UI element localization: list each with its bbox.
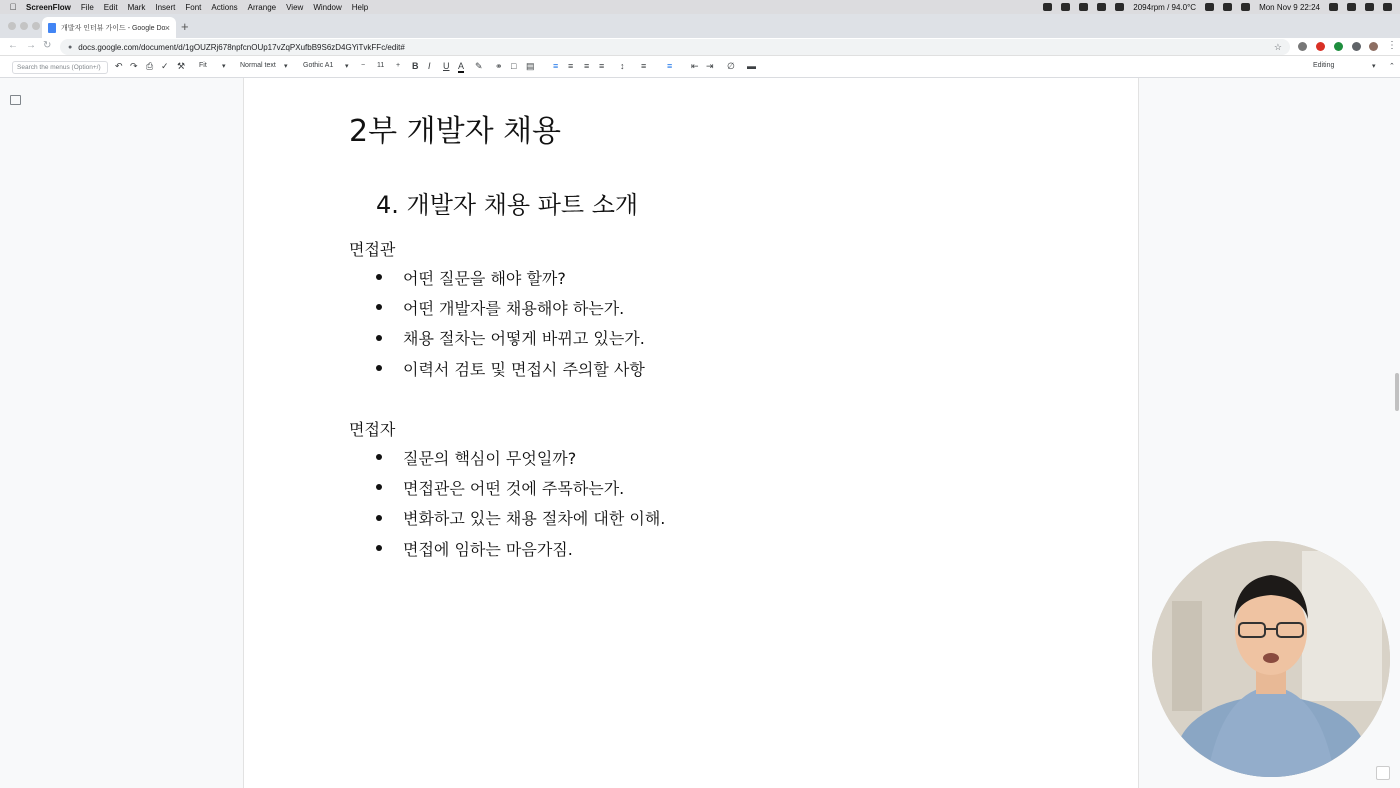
list-item-text: 면접관은 어떤 것에 주목하는가. [403,478,625,498]
tab-title: 개발자 인터뷰 가이드 - Google Do [61,24,166,32]
bulleted-list-icon[interactable]: ≡ [667,61,673,71]
undo-icon[interactable]: ↶ [115,61,123,71]
explore-button[interactable] [1376,766,1390,780]
bullet-list-interviewer [376,262,645,383]
wifi-icon[interactable] [1223,3,1232,11]
list-item[interactable] [376,533,665,563]
text-color-button[interactable]: A [458,61,465,71]
increase-indent-icon[interactable]: ⇥ [706,61,714,71]
macos-menubar [0,0,1400,14]
tab-close-icon[interactable]: × [164,22,170,33]
url-text: docs.google.com/document/d/1gOUZRj678npfcnOUp17vZqPXufbB9S6zD4GYiTvkFFc/edit# [78,42,405,52]
list-item[interactable] [376,262,645,292]
spotlight-icon[interactable] [1347,3,1356,11]
cloud-icon[interactable] [1079,3,1088,11]
collapse-menus-icon[interactable]: ⌃ [1389,63,1395,70]
list-item[interactable] [376,353,645,383]
chevron-down-icon[interactable]: ▾ [222,63,226,70]
menu-help[interactable]: Help [351,2,369,12]
menu-search-input[interactable]: Search the menus (Option+/) [12,61,108,74]
battery-icon[interactable] [1205,3,1214,11]
italic-button[interactable]: I [428,61,431,71]
bullet-icon [376,484,382,490]
browser-tab[interactable] [42,17,176,38]
browser-menu-icon[interactable]: ⋮ [1387,40,1397,51]
font-size-decrease-button[interactable]: − [361,62,366,69]
menu-mark[interactable]: Mark [127,2,146,12]
notification-list-icon[interactable] [1383,3,1392,11]
extension-status-icon[interactable] [1334,42,1343,51]
profile-avatar[interactable] [1369,42,1378,51]
input-tools-icon[interactable]: ▬ [747,61,756,71]
zoom-select[interactable]: Fit [199,62,207,69]
forward-arrow-icon[interactable]: → [26,40,36,51]
back-arrow-icon[interactable]: ← [8,40,18,51]
list-item[interactable] [376,442,665,472]
underline-button[interactable]: U [443,61,450,71]
window-zoom-icon[interactable] [32,22,40,30]
browser-tab-strip [0,14,1400,38]
menu-actions[interactable]: Actions [211,2,238,12]
menu-insert[interactable]: Insert [155,2,176,12]
print-icon[interactable]: ⎙ [146,61,154,71]
extension-icon[interactable] [1298,42,1307,51]
bullet-icon [376,545,382,551]
list-item[interactable] [376,292,645,322]
menu-font[interactable]: Font [185,2,202,12]
window-minimize-icon[interactable] [20,22,28,30]
menu-file[interactable]: File [80,2,94,12]
siri-icon[interactable] [1365,3,1374,11]
list-item-text: 질문의 핵심이 무엇일까? [403,448,577,468]
font-select[interactable]: Gothic A1 [303,62,334,69]
screen-record-icon[interactable] [1043,3,1052,11]
list-item[interactable] [376,472,665,502]
volume-icon[interactable] [1241,3,1250,11]
image-icon[interactable]: ▤ [526,61,535,71]
line-spacing-icon[interactable]: ↕ [620,61,625,71]
menu-app-name[interactable]: ScreenFlow [26,2,71,12]
new-tab-button[interactable]: + [181,19,189,34]
highlight-pen-icon[interactable]: ✎ [475,61,483,71]
list-item-text: 이력서 검토 및 면접시 주의할 사항 [403,359,645,379]
comment-icon[interactable]: □ [511,61,517,71]
fan-icon[interactable] [1115,3,1124,11]
chevron-down-icon[interactable]: ▾ [284,63,288,70]
bullet-icon [376,274,382,280]
extension-record-icon[interactable] [1316,42,1325,51]
list-item-text: 채용 절차는 어떻게 바뀌고 있는가. [403,329,645,349]
decrease-indent-icon[interactable]: ⇤ [691,61,699,71]
font-size-increase-button[interactable]: + [396,62,401,69]
chevron-down-icon[interactable]: ▾ [345,63,349,70]
bold-button[interactable]: B [412,61,419,71]
numbered-list-icon[interactable]: ≡ [641,61,647,71]
menu-arrange[interactable]: Arrange [247,2,277,12]
lock-icon: ● [68,43,73,51]
font-size-input[interactable]: 11 [377,62,385,69]
align-justify-icon[interactable]: ≡ [599,61,605,71]
google-docs-icon [48,23,56,33]
align-right-icon[interactable]: ≡ [584,61,590,71]
apple-icon[interactable] [0,2,26,12]
list-item[interactable] [376,503,665,533]
bullet-icon [376,365,382,371]
scrollbar-thumb[interactable] [1395,373,1399,411]
menu-view[interactable]: View [286,2,304,12]
browser-address-bar [0,38,1400,56]
bullet-icon [376,454,382,460]
section-heading-interviewee[interactable]: 면접자 [349,420,396,439]
bullet-icon [376,515,382,521]
style-select[interactable]: Normal text [240,62,276,69]
bookmark-star-icon[interactable]: ☆ [1273,41,1282,52]
document-subtitle[interactable]: 4. 개발자 채용 파트 소개 [376,191,639,219]
editing-mode-select[interactable]: Editing [1313,62,1335,69]
clear-formatting-icon[interactable]: ∅ [727,61,735,71]
menubar-status-area [1043,0,1392,14]
bullet-list-interviewee [376,442,665,563]
align-left-icon[interactable]: ≡ [553,61,559,71]
bullet-icon [376,335,382,341]
list-item[interactable] [376,323,645,353]
bullet-icon [376,304,382,310]
list-item-text: 어떤 질문을 해야 할까? [403,268,566,288]
sensor-readout[interactable]: 2094rpm / 94.0°C [1133,2,1197,12]
window-close-icon[interactable] [8,22,16,30]
dropbox-icon[interactable] [1061,3,1070,11]
control-center-icon[interactable] [1329,3,1338,11]
bird-icon[interactable] [1097,3,1106,11]
paint-format-icon[interactable]: ⚒ [177,61,186,71]
puzzle-icon[interactable] [1352,42,1361,51]
spellcheck-icon[interactable]: ✓ [161,61,169,71]
document-title[interactable]: 2부 개발자 채용 [349,114,562,149]
document-outline-icon[interactable] [10,95,21,105]
webcam-overlay [1152,541,1390,777]
list-item-text: 어떤 개발자를 채용해야 하는가. [403,298,625,318]
presenter-video [1152,541,1390,777]
menu-window[interactable]: Window [313,2,342,12]
redo-icon[interactable]: ↷ [130,61,138,71]
menu-edit[interactable]: Edit [103,2,118,12]
list-item-text: 면접에 임하는 마음가짐. [403,539,573,559]
chevron-down-icon[interactable]: ▾ [1372,63,1376,70]
align-center-icon[interactable]: ≡ [568,61,574,71]
reload-icon[interactable]: ↻ [43,40,52,51]
list-item-text: 변화하고 있는 채용 절차에 대한 이해. [403,509,666,529]
link-icon[interactable]: ⚭ [495,61,503,71]
menubar-clock[interactable]: Mon Nov 9 22:24 [1259,2,1320,12]
docs-toolbar [0,56,1400,78]
url-input[interactable] [60,39,1290,55]
document-page[interactable] [243,78,1139,788]
section-heading-interviewer[interactable]: 면접관 [349,240,396,259]
